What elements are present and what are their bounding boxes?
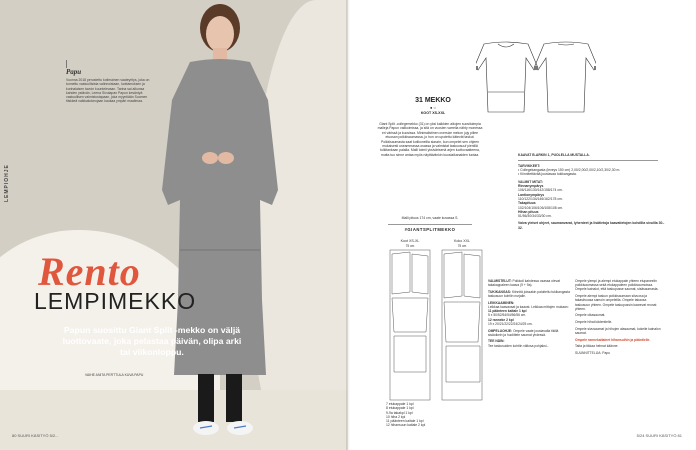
article-title: 31 MEKKO [415,97,451,104]
instructions-top [518,153,666,233]
step-text: Ompele hihat kädentielle. [575,320,613,325]
legend-item: 10 hiha 2 kpl [386,414,406,419]
designer-credit: SUUNNITTELIJA: Papu [575,351,610,356]
difficulty-dots: ● ○ [430,105,436,110]
hashtag: #GIANTSPLITMEKKO [404,227,456,232]
headline-main: LEMPIMEKKO [34,288,197,314]
article-header [388,97,478,115]
hiha-label: Hihan pituus [518,209,539,214]
pituus-value: 102/104/106/106/108/108 cm. [518,205,564,210]
p3-b1v: 5 x 50/52/54/54/56/56 cm. [488,313,527,318]
page-folio-right: 5/24 SUURI KÄSITYÖ 81 [636,433,682,438]
lantio-value: 110/122/134/146/162/178 cm. [518,196,563,201]
page-gutter [346,0,350,450]
step-text: Ompele ylempi ja alempi etukappale yhteen etupaneelin poikkisaumassa sekä etukappaleen poikkisaumoissa. Ompele kainalot, että taskupusse saumat, sisäsaumasta. [575,279,659,292]
p4-text: Ompele vaate joustavalla tikillä sisäoikein ja huolittele saumat yhdessä. [488,328,559,337]
p2-label: TUKIKANGAS: [488,289,512,294]
legend-item: 8 etukappale 1 kpl [386,406,414,411]
rinta-value: 106/116/130/142/158/174 cm. [518,188,563,193]
warning-text: Vaiva yleiset ohjeet, saumanvarat, lyhenteet ja lisätietoja kaavatietojen kohdilla sivuilla 30–32. [518,221,665,230]
width-label-right: 75 cm [457,244,467,248]
model-note: Malli pituus 174 cm, vaate kuvassa S. [401,216,459,220]
lead-text: Papun suosittu Giant Split -mekko on väljä luottovaate, joka pelastaa päivän, olipa arki tai viikonloppu. [62,325,242,357]
legend-item: 11 päänteen kaitale 1 kpl [386,419,424,424]
right-page [348,0,696,450]
pattern-layout-diagram [380,232,490,412]
step-text: Ompele sivusaumat ja hihojen alasaumat, kokeile kainalon saumat. [575,326,661,336]
p3-label: LEIKKAAMINEN: [488,300,515,305]
p4-label: OMPELUOHJE: [488,328,513,333]
p3-b1: 11 päänteen kaitale 1 kpl [488,309,527,314]
step-text: Ompele rannekaitaleet hihansuihin ja pääntielle. [575,337,651,342]
legend-item: 9-9a takakpl 1 kpl [386,410,413,415]
model-photo [150,0,290,450]
brand-box [66,68,156,104]
pituus-label: Takapituus [518,201,536,206]
hiha-value: 51/56/30/34/33/30 cm. [518,214,552,219]
size-label-left: Koot XS-XL [400,239,420,243]
legend-item: 12 hihansuun kaitale 2 kpl [386,423,426,428]
photo-credit: VAIHE ANITA PERTTULA KUVA PAPU [85,373,144,377]
p1-label: VALMISTELUT: [488,279,512,283]
brand-title: Papu [66,68,82,76]
p3-b2v: 19 x 20/21/22/22/24/24/25 cm. [488,321,533,326]
lantio-label: Lantionympärys [518,192,545,197]
step-text: Taita ja tikkaa helmat käänne. [575,344,619,349]
tarvikkeet-text: • Collegekangasta (leveys 150 cm) 2,00/2,00/2,00/2,10/2,30/2,30 m. • Kiinnitettävää joustavaa tukikangasta. [518,168,621,177]
width-label-left: 75 cm [405,244,415,248]
step-text: Ompele alempi taskun poikkisaumaan siivuosa ja takasiivuosa samoin ompeleilla. Ompele takaosa taskusuun yhteen. Ompele taskupussin kaarevat reunat yhteen. [575,294,657,311]
legend-item: 7 etukappale 1 kpl [386,402,414,406]
pointer-line [66,60,67,68]
intro-text: Giant Split -collegemekko (31) on yksi kaikkien aikojen suosituimpia malleja Papun valikoimissa, ja sitä on vuosien varrella nähty monessa eri värissä ja kuosissa. Minimalistinen oversize mekon jujy piilee etuosan poikkisaumassa, jo hon on upotettu kätevät taskut. Poikkisaumasta saat kotikoneilla siaszin, kun ompelet sen ohjeen mukaisesti useammassa osassa ja valmistat taskuosuuf pienillä tulkitankaan palalla. Malli toimii yksivärisenä arjen luottovaatteena, mutta tuo sinne antaa myös näyttävänkin kuosiaikanaiden tuotaa. [377,122,483,157]
technical-drawing [476,40,596,115]
divider [518,160,658,161]
tarvikkeet-label: TARVIKKEET: [518,163,541,168]
page-folio-left: 80 SUURI KÄSITYÖ 5/2... [12,433,59,438]
rinta-label: Rinnanympärys [518,184,544,189]
brand-description: Vuonna 2018 perustettu kotimainen vaateyritys, joka on tunnettu vastuullisista valinnoistaan, luottamuksen ja kurinalaisen tavoin kuuntelevaan. Tarina sai alkunsa kahden ystävän, Leena Sivutapan Papun kesäntyä vastuullisen valmistustapaan, joka myyntiään Suomen tiiskkeä vaikkakokeojaan kaukaa ympäri maailmaa. [66,78,150,104]
section-label: LEMPIOHJE [4,164,10,202]
size-label-right: Koko XXL [454,239,470,243]
divider [388,224,472,225]
p5-text: Tee taskusuiden kohtiin väliosa pohjaksi... [488,343,550,348]
article-sizes: KOOT XS-XXL [420,111,446,115]
p3-b2: 12 ranneke 2 kpl [488,317,514,322]
pattern-legend [386,402,425,428]
step-text: Ompele olkasaumat. [575,313,606,318]
p2-text: Kiinnitä joissakin paloiteltu tukikangasta taskusuun kohtiin nurjalle. [488,289,570,299]
p1-text: Poikkoil kahdessa osassa olevat takakappaleen kaava (9 + 9a). [488,279,560,288]
mitat-label: VALMIIT MITAT: [518,179,543,184]
p5-label: TEE NÄIN: [488,339,505,344]
instructions-col2 [488,279,570,350]
instructions-col3 [575,279,661,358]
instructions-heading: KAAVAT B-ARKIN 1, PUOLELLA MUSTALLA. [518,153,590,157]
p3-text: Leikkaa kaavaosat ja kaavat. Leikkaa mittojen mukaan: [488,305,569,310]
headline-script: Rento [38,249,141,294]
